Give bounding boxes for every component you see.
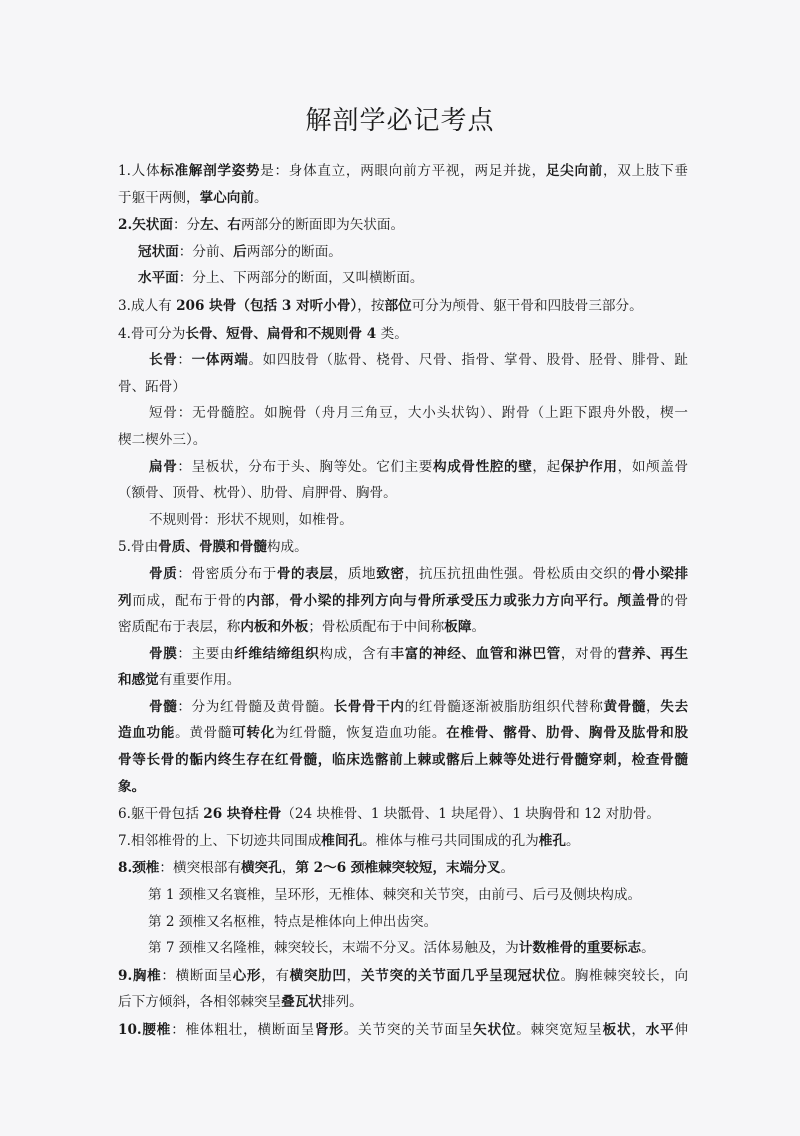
bold-text: 后 bbox=[233, 243, 247, 260]
text-run: 7.相邻椎骨的上、下切迹共同围成 bbox=[118, 832, 322, 849]
text-run: 于躯干两侧， bbox=[118, 189, 200, 206]
bold-text: 板障 bbox=[444, 619, 472, 636]
text-line bbox=[118, 293, 688, 320]
text-line bbox=[118, 882, 688, 909]
text-run: 类。 bbox=[376, 325, 408, 342]
document-title: 解剖学必记考点 bbox=[305, 106, 495, 136]
text-line bbox=[118, 989, 688, 1016]
text-run: 的骨 bbox=[660, 592, 688, 609]
bold-text: 计数椎骨的重要标志 bbox=[518, 940, 642, 957]
text-run: ，按 bbox=[357, 297, 385, 314]
bold-text: 致密 bbox=[376, 565, 405, 582]
bold-text: 列 bbox=[118, 592, 133, 609]
text-run: ，质地 bbox=[333, 565, 377, 582]
bold-text: 左、右 bbox=[200, 217, 241, 234]
text-run: 4.骨可分为 bbox=[118, 325, 186, 342]
text-line bbox=[118, 641, 688, 668]
bold-text: 掌心向前 bbox=[199, 189, 254, 206]
text-run: 。 bbox=[253, 189, 268, 206]
text-line bbox=[118, 720, 688, 747]
text-line bbox=[118, 427, 688, 454]
text-run: ，对骨的 bbox=[560, 645, 618, 662]
text-run: 伸 bbox=[674, 1022, 688, 1038]
text-line bbox=[118, 239, 688, 266]
bold-text: 板状 bbox=[602, 1022, 632, 1038]
text-line bbox=[118, 400, 688, 427]
text-run: 。椎体与椎弓共同围成的孔为 bbox=[362, 832, 539, 849]
bold-text: 黄骨髓 bbox=[603, 698, 647, 715]
text-run: 。黄骨髓 bbox=[175, 725, 233, 742]
bold-text: 造血功能 bbox=[118, 725, 176, 742]
text-run: 可分为颅骨、躯干骨和四肢骨三部分。 bbox=[411, 297, 643, 314]
bold-text: 长骨、短骨、扁骨和不规则骨 4 bbox=[185, 325, 377, 342]
text-run: 。胸椎棘突较长，向 bbox=[560, 967, 688, 984]
text-run: ，如颅盖骨 bbox=[617, 458, 688, 475]
text-run: 两部分的断面。 bbox=[246, 243, 342, 260]
text-line bbox=[118, 828, 688, 855]
text-line bbox=[118, 588, 688, 615]
bold-text: 椎孔 bbox=[538, 832, 566, 849]
text-line bbox=[118, 561, 688, 588]
text-run: ；骨松质配布于中间称 bbox=[308, 619, 445, 636]
bold-text: 第 2～6 颈椎棘突较短，末端分叉 bbox=[295, 860, 501, 877]
text-line bbox=[118, 454, 688, 481]
text-run: 不规则骨：形状不规则，如椎骨。 bbox=[149, 511, 353, 528]
text-run: ， bbox=[631, 1022, 646, 1038]
text-run: ：分为红骨髓及黄骨髓。 bbox=[177, 698, 334, 715]
text-run: 。棘突宽短呈 bbox=[516, 1022, 603, 1038]
bold-text: 构成骨性腔的壁 bbox=[433, 458, 533, 475]
text-run: ：主要由 bbox=[177, 645, 235, 662]
text-line bbox=[118, 507, 688, 534]
bold-text: 骨膜 bbox=[149, 645, 178, 662]
bold-text: 失去 bbox=[660, 698, 688, 715]
bold-text: 在椎骨、髂骨、肋骨、胸骨及肱骨和股 bbox=[446, 725, 688, 742]
text-run: ：分 bbox=[172, 217, 201, 234]
text-run: （24 块椎骨、1 块骶骨、1 块尾骨）、1 块胸骨和 12 对肋骨。 bbox=[281, 806, 661, 823]
bold-text: 内板和外板 bbox=[240, 619, 309, 636]
text-line bbox=[118, 909, 688, 936]
text-run: （额骨、顶骨、枕骨）、肋骨、肩胛骨、胸骨。 bbox=[118, 485, 397, 502]
bold-text: 8.颈椎 bbox=[118, 860, 160, 877]
text-line bbox=[118, 480, 688, 507]
bold-text: 206 块骨（包括 3 对听小骨） bbox=[176, 297, 358, 314]
text-line bbox=[118, 374, 688, 401]
bold-text: 部位 bbox=[384, 297, 412, 314]
text-run: 后下方倾斜，各相邻棘突呈 bbox=[118, 994, 282, 1011]
bold-text: 9.胸椎 bbox=[118, 967, 162, 984]
bold-text: 足尖向前 bbox=[545, 163, 604, 179]
bold-text: 冠状面 bbox=[138, 243, 179, 260]
text-line bbox=[118, 158, 688, 185]
text-run: ：椎体粗壮，横断面呈 bbox=[171, 1022, 315, 1038]
text-run: ，抗压抗扭曲性强。骨松质由交织的 bbox=[404, 565, 632, 582]
bold-text: 26 块脊柱骨 bbox=[203, 806, 282, 823]
text-run: 。 bbox=[641, 940, 655, 957]
bold-text: 椎间孔 bbox=[321, 832, 363, 849]
text-run: ：骨密质分布于 bbox=[177, 565, 277, 582]
text-run: 为红骨髓，恢复造血功能。 bbox=[274, 725, 447, 742]
text-run: 两部分的断面即为矢状面。 bbox=[240, 217, 405, 234]
text-line bbox=[118, 667, 688, 694]
text-run: 3.成人有 bbox=[118, 297, 177, 314]
text-run: 排列。 bbox=[321, 994, 363, 1011]
bold-text: 叠瓦状 bbox=[281, 994, 322, 1011]
text-line bbox=[118, 694, 688, 721]
text-run: 。关节突的关节面呈 bbox=[343, 1022, 474, 1038]
bold-text: 水平面 bbox=[138, 270, 179, 287]
text-line bbox=[118, 614, 688, 641]
bold-text: 骨小梁排 bbox=[631, 565, 688, 582]
text-line bbox=[118, 774, 688, 801]
bold-text: 骨质 bbox=[149, 565, 178, 582]
text-run: 楔二楔外三）。 bbox=[118, 431, 207, 448]
text-run: 骨、跖骨） bbox=[118, 378, 186, 395]
bold-text: 标准解剖学姿势 bbox=[160, 163, 261, 179]
bold-text: 扁骨 bbox=[149, 458, 178, 475]
text-run: 。 bbox=[471, 619, 486, 636]
bold-text: 一体两端 bbox=[191, 352, 249, 369]
text-run: 构成。 bbox=[266, 539, 308, 556]
bold-text: 象。 bbox=[118, 778, 146, 795]
bold-text: 营养、再生 bbox=[617, 645, 688, 662]
text-run: 6.躯干骨包括 bbox=[118, 806, 204, 823]
bold-text: 横突肋凹 bbox=[289, 967, 347, 984]
text-line bbox=[118, 747, 688, 774]
text-line bbox=[118, 801, 688, 828]
text-line bbox=[118, 1017, 688, 1044]
bold-text: 丰富的神经、血管和淋巴管 bbox=[390, 645, 561, 662]
text-run: ：呈板状，分布于头、胸等处。它们主要 bbox=[177, 458, 434, 475]
text-run: 短骨：无骨髓腔。如腕骨（舟月三角豆，大小头状钩）、跗骨（上距下跟舟外骰，楔一 bbox=[149, 405, 688, 422]
text-line bbox=[118, 265, 688, 292]
text-run: ：分前、 bbox=[178, 243, 234, 260]
text-run: ，双上肢下垂 bbox=[603, 163, 688, 179]
bold-text: 骨小梁的排列方向与骨所承受压力或张力方向平行。颅盖骨 bbox=[289, 592, 661, 609]
text-run: ， bbox=[274, 592, 290, 609]
text-run: 而成，配布于骨的 bbox=[132, 592, 247, 609]
text-run: 有重要作用。 bbox=[158, 672, 241, 689]
text-run: 是：身体直立，两眼向前方平视，两足并拢， bbox=[260, 163, 546, 179]
text-run: 第 7 颈椎又名隆椎，棘突较长，末端不分叉。活体易触及，为 bbox=[148, 940, 519, 957]
text-run: 。 bbox=[565, 832, 580, 849]
bold-text: 骨质、骨膜和骨髓 bbox=[158, 539, 267, 556]
text-line bbox=[118, 212, 688, 239]
text-run: ，有 bbox=[261, 967, 290, 984]
text-run: 1.人体 bbox=[118, 163, 161, 179]
bold-text: 骨等长骨的骺内终生存在红骨髓，临床选髂前上棘或髂后上棘等处进行骨髓穿刺，检查骨髓 bbox=[118, 752, 688, 769]
text-run: ：横突根部有 bbox=[159, 860, 241, 877]
bold-text: 骨的表层 bbox=[276, 565, 334, 582]
bold-text: 可转化 bbox=[232, 725, 275, 742]
text-run: ：横断面呈 bbox=[161, 967, 233, 984]
text-run: 5.骨由 bbox=[118, 539, 159, 556]
text-run: 第 1 颈椎又名寰椎，呈环形，无椎体、棘突和关节突，由前弓、后弓及侧块构成。 bbox=[148, 887, 642, 904]
bold-text: 2.矢状面 bbox=[118, 217, 173, 234]
text-run: 的红骨髓逐渐被脂肪组织代替称 bbox=[404, 698, 604, 715]
bold-text: 纤维结缔组织 bbox=[234, 645, 320, 662]
text-run: ：分上、下两部分的断面，又叫横断面。 bbox=[178, 270, 424, 287]
text-line bbox=[118, 935, 688, 962]
text-line bbox=[118, 347, 688, 374]
bold-text: 内部 bbox=[246, 592, 275, 609]
bold-text: 水平 bbox=[645, 1022, 675, 1038]
text-line bbox=[118, 534, 688, 561]
text-run: ， bbox=[346, 967, 361, 984]
bold-text: 关节突的关节面几乎呈现冠状位 bbox=[360, 967, 561, 984]
bold-text: 矢状位 bbox=[473, 1022, 517, 1038]
text-line bbox=[118, 321, 688, 348]
bold-text: 肾形 bbox=[314, 1022, 344, 1038]
bold-text: 长骨骨干内 bbox=[333, 698, 405, 715]
bold-text: 保护作用 bbox=[560, 458, 618, 475]
text-line bbox=[118, 855, 688, 882]
text-run: ， bbox=[281, 860, 296, 877]
bold-text: 长骨 bbox=[149, 352, 178, 369]
text-run: 第 2 颈椎又名枢椎，特点是椎体向上伸出齿突。 bbox=[148, 913, 438, 930]
text-run: 构成，含有 bbox=[319, 645, 391, 662]
bold-text: 和感觉 bbox=[118, 672, 159, 689]
text-line bbox=[118, 963, 688, 990]
bold-text: 横突孔 bbox=[240, 860, 282, 877]
text-run: ，起 bbox=[532, 458, 561, 475]
text-run: ， bbox=[646, 698, 661, 715]
text-run: 。 bbox=[500, 860, 515, 877]
bold-text: 心形 bbox=[232, 967, 262, 984]
text-run: ： bbox=[177, 352, 192, 369]
bold-text: 骨髓 bbox=[149, 698, 178, 715]
text-line bbox=[118, 185, 688, 212]
bold-text: 10.腰椎 bbox=[118, 1022, 172, 1038]
text-run: 。如四肢骨（肱骨、桡骨、尺骨、指骨、掌骨、股骨、胫骨、腓骨、趾 bbox=[248, 352, 688, 369]
text-run: 密质配布于表层，称 bbox=[118, 619, 241, 636]
document-body bbox=[118, 158, 688, 1044]
